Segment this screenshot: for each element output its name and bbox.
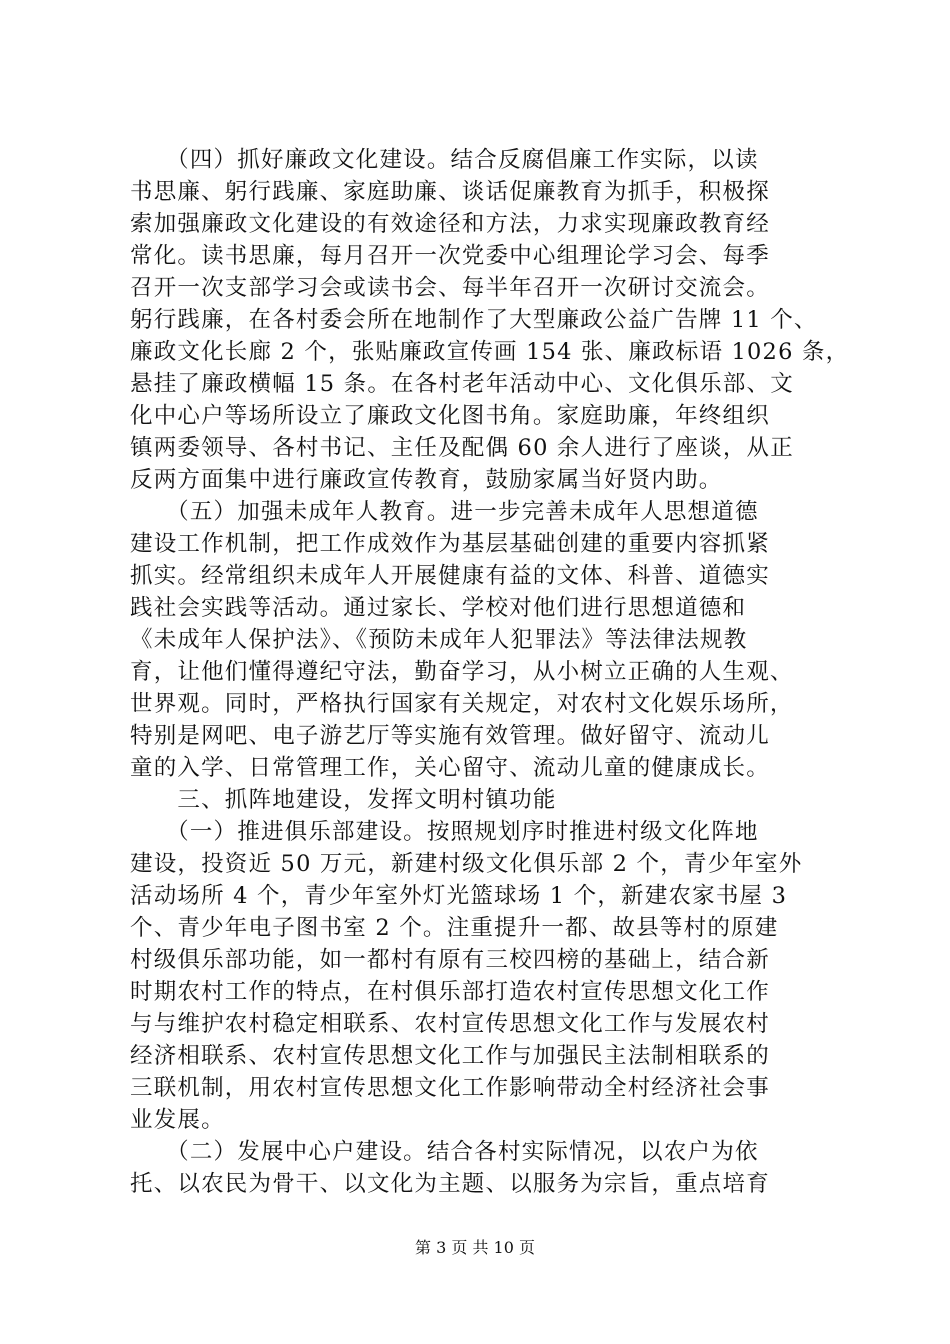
body-text-line: 召开一次支部学习会或读书会、每半年召开一次研讨交流会。 <box>130 275 770 301</box>
body-text-line: 托、以农民为骨干、以文化为主题、以服务为宗旨，重点培育 <box>130 1171 770 1197</box>
body-text-line: 村级俱乐部功能，如一都村有原有三校四榜的基础上，结合新 <box>130 947 770 973</box>
body-text-line: （一）推进俱乐部建设。按照规划序时推进村级文化阵地 <box>130 819 759 845</box>
body-text-line: 育，让他们懂得遵纪守法，勤奋学习，从小树立正确的人生观、 <box>130 659 794 685</box>
body-text-line: 躬行践廉，在各村委会所在地制作了大型廉政公益广告牌 11 个、 <box>130 307 818 333</box>
body-text-line: 常化。读书思廉，每月召开一次党委中心组理论学习会、每季 <box>130 243 770 269</box>
body-text-line: 抓实。经常组织未成年人开展健康有益的文体、科普、道德实 <box>130 563 770 589</box>
body-text-line: 《未成年人保护法》、《预防未成年人犯罪法》等法律法规教 <box>130 627 748 653</box>
body-text-line: 童的入学、日常管理工作，关心留守、流动儿童的健康成长。 <box>130 755 770 781</box>
body-text-line: 廉政文化长廊 2 个，张贴廉政宣传画 154 张、廉政标语 1026 条， <box>130 339 850 365</box>
section-heading: 三、抓阵地建设，发挥文明村镇功能 <box>130 787 557 813</box>
body-text-line: 书思廉、躬行践廉、家庭助廉、谈话促廉教育为抓手，积极探 <box>130 179 770 205</box>
body-text-line: 化中心户等场所设立了廉政文化图书角。家庭助廉，年终组织 <box>130 403 770 429</box>
body-text-line: 反两方面集中进行廉政宣传教育，鼓励家属当好贤内助。 <box>130 467 723 493</box>
body-text-line: 悬挂了廉政横幅 15 条。在各村老年活动中心、文化俱乐部、文 <box>130 371 794 397</box>
body-text-line: 践社会实践等活动。通过家长、学校对他们进行思想道德和 <box>130 595 747 621</box>
body-text-line: 与与维护农村稳定相联系、农村宣传思想文化工作与发展农村 <box>130 1011 770 1037</box>
body-text-line: 经济相联系、农村宣传思想文化工作与加强民主法制相联系的 <box>130 1043 770 1069</box>
body-text-line: （五）加强未成年人教育。进一步完善未成年人思想道德 <box>130 499 759 525</box>
body-text-line: 三联机制，用农村宣传思想文化工作影响带动全村经济社会事 <box>130 1075 770 1101</box>
body-text-line: 镇两委领导、各村书记、主任及配偶 60 余人进行了座谈，从正 <box>130 435 794 461</box>
body-text-line: 索加强廉政文化建设的有效途径和方法，力求实现廉政教育经 <box>130 211 770 237</box>
body-text-line: 世界观。同时，严格执行国家有关规定，对农村文化娱乐场所， <box>130 691 794 717</box>
body-text-line: 特别是网吧、电子游艺厅等实施有效管理。做好留守、流动儿 <box>130 723 770 749</box>
body-text-line: 业发展。 <box>130 1107 225 1133</box>
page-number-footer: 第 3 页 共 10 页 <box>415 1238 535 1257</box>
body-text-line: 个、青少年电子图书室 2 个。注重提升一都、故县等村的原建 <box>130 915 779 941</box>
body-text-line: 活动场所 4 个，青少年室外灯光篮球场 1 个，新建农家书屋 3 <box>130 883 788 909</box>
body-text-line: （二）发展中心户建设。结合各村实际情况，以农户为依 <box>130 1139 759 1165</box>
body-text-line: 建设工作机制，把工作成效作为基层基础创建的重要内容抓紧 <box>130 531 770 557</box>
body-text-line: （四）抓好廉政文化建设。结合反腐倡廉工作实际，以读 <box>130 147 759 173</box>
body-text-line: 时期农村工作的特点，在村俱乐部打造农村宣传思想文化工作 <box>130 979 770 1005</box>
body-text-line: 建设，投资近 50 万元，新建村级文化俱乐部 2 个，青少年室外 <box>130 851 803 877</box>
